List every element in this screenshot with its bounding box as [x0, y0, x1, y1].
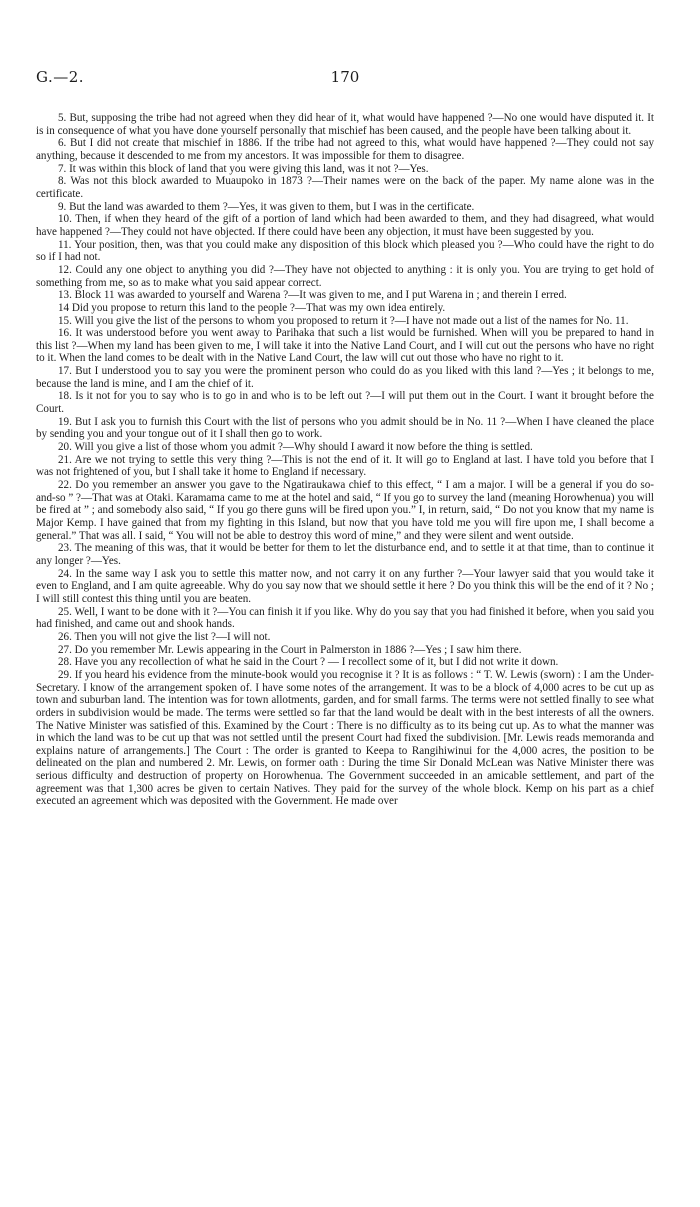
evidence-paragraph: 10. Then, if when they heard of the gift of a portion of land which had been awarded to them, and they had disagreed, what would have happened ?—They could not have objected. If there could have been any objection, it must have been suggested by you. — [36, 213, 654, 238]
page-number: 170 — [330, 68, 360, 86]
evidence-paragraph: 17. But I understood you to say you were the prominent person who could do as you liked with this land ?—Yes ; it belongs to me, because the land is mine, and I am the chief of it. — [36, 365, 654, 390]
evidence-paragraph: 11. Your position, then, was that you could make any disposition of this block which pleased you ?—Who could have the right to do so if I had not. — [36, 238, 654, 264]
evidence-paragraph: 18. Is it not for you to say who is to go in and who is to be left out ?—I will put them out in the Court. I want it brought before the Court. — [36, 390, 654, 416]
evidence-paragraph: 16. It was understood before you went away to Parihaka that such a list would be furnished. When will you be prepared to hand in this list ?—When my land has been given to me, I will take it into the Native Land Court, and I will cut out the persons who have no right to it. When the land comes to be dealt with in the Native Land Court, the law will cut out those who have no right to it. — [36, 327, 654, 365]
evidence-paragraph: 12. Could any one object to anything you did ?—They have not objected to anything : it is only you. You are trying to get hold of something from me, so as to make what you said appear correct. — [36, 263, 654, 289]
document-reference: G.—2. — [36, 68, 85, 86]
evidence-paragraph: 7. It was within this block of land that you were giving this land, was it not ?—Yes. — [58, 162, 429, 175]
evidence-paragraph: 6. But I did not create that mischief in 1886. If the tribe had not agreed to this, what would have happened ?—They could not say anything, because it descended to me from my ancestors. It was impossible for them to disagree. — [36, 137, 654, 162]
evidence-paragraph: 22. Do you remember an answer you gave to the Ngatiraukawa chief to this effect, “ I am a major. I will be a general if you do so-and-so ” ?—That was at Otaki. Karamama came to me at the hotel and said, “ If you go to survey the land (meaning Horowhenua) you will be fired at ” ; and somebody also said, “ If you go there guns will be fired upon you.” I, in return, said, “ Do not you know that my name is Major Kemp. I have gained that from my fighting in this Island, but now that you have told me you will fire upon me, I shall become a general.” That was all. I said, “ You will not be able to destroy this word of mine,” and they were silent and went outside. — [36, 479, 654, 542]
evidence-paragraph: 5. But, supposing the tribe had not agreed when they did hear of it, what would have happened ?—No one would have disputed it. It is in consequence of what you have done yourself personally that mischief has been caused, and the people have been talking about it. — [36, 112, 654, 137]
evidence-paragraph: 21. Are we not trying to settle this very thing ?—This is not the end of it. It will go to England at last. I have told you before that I was not frightened of you, but I shall take it home to England if necessary. — [36, 453, 654, 479]
evidence-paragraph: 19. But I ask you to furnish this Court with the list of persons who you admit should be in No. 11 ?—When I have cleaned the place by sending you and your tongue out of it I shall then go to work. — [36, 415, 654, 441]
evidence-paragraph: 27. Do you remember Mr. Lewis appearing in the Court in Palmerston in 1886 ?—Yes ; I saw him there. — [58, 643, 522, 656]
page-header — [36, 68, 654, 98]
evidence-paragraph: 29. If you heard his evidence from the minute-book would you recognise it ? It is as follows : “ T. W. Lewis (sworn) : I am the Under-Secretary. I know of the arrangement spoken of. I have some notes of the arrangement. It was to be a block of 4,000 acres to be cut up as town and suburban land. The intention was for town allotments, garden, and for small farms. The terms were not settled finally to see what orders in subdivision would be made. The terms were settled so far that the land would be dealt with in the best interests of all the owners. The Native Minister was satisfied of this. Examined by the Court : There is no difficulty as to its being cut up. As to what the manner was in which the land was to be cut up that was not settled until the present Court had fixed the subdivision. [Mr. Lewis reads memoranda and explains nature of arrangements.] The Court : The order is granted to Keepa to Rangihiwinui for the 4,000 acres, the position to be delineated on the plan and numbered 2. Mr. Lewis, on former oath : During the time Sir Donald McLean was Native Minister there was serious difficulty and destruction of property on Horowhenua. The Government succeeded in an amicable settlement, and part of the agreement was that 1,300 acres be given to certain Natives. They paid for the survey of the whole block. Kemp on his part as a chief executed an agreement which was deposited with the Government. He made over — [36, 668, 654, 808]
evidence-paragraph: 24. In the same way I ask you to settle this matter now, and not carry it on any further ?—Your lawyer said that you would take it even to England, and I am quite agreeable. Why do you say now that we should settle it here ? Do you think this will be the end of it ? No ; I will still contest this thing until you are beaten. — [36, 567, 654, 605]
evidence-paragraph: 14 Did you propose to return this land to the people ?—That was my own idea entirely. — [58, 301, 446, 314]
evidence-paragraph: 8. Was not this block awarded to Muaupoko in 1873 ?—Their names were on the back of the paper. My name alone was in the certificate. — [36, 175, 654, 200]
document-body — [36, 112, 654, 808]
evidence-paragraph: 25. Well, I want to be done with it ?—You can finish it if you like. Why do you say that you had finished it before, when you said you had finished, and came out and shook hands. — [36, 605, 654, 631]
evidence-paragraph: 23. The meaning of this was, that it would be better for them to let the disturbance end, and to settle it at that time, than to continue it any longer ?—Yes. — [36, 542, 654, 567]
evidence-paragraph: 20. Will you give a list of those whom you admit ?—Why should I award it now before the thing is settled. — [58, 441, 533, 454]
evidence-paragraph: 9. But the land was awarded to them ?—Yes, it was given to them, but I was in the certificate. — [58, 200, 475, 213]
evidence-paragraph: 28. Have you any recollection of what he said in the Court ? — I recollect some of it, but I did not write it down. — [58, 656, 559, 669]
evidence-paragraph: 15. Will you give the list of the persons to whom you proposed to return it ?—I have not made out a list of the names for No. 11. — [58, 314, 629, 327]
evidence-paragraph: 26. Then you will not give the list ?—I will not. — [58, 630, 271, 643]
evidence-paragraph: 13. Block 11 was awarded to yourself and Warena ?—It was given to me, and I put Warena in ; and therein I erred. — [58, 289, 567, 302]
